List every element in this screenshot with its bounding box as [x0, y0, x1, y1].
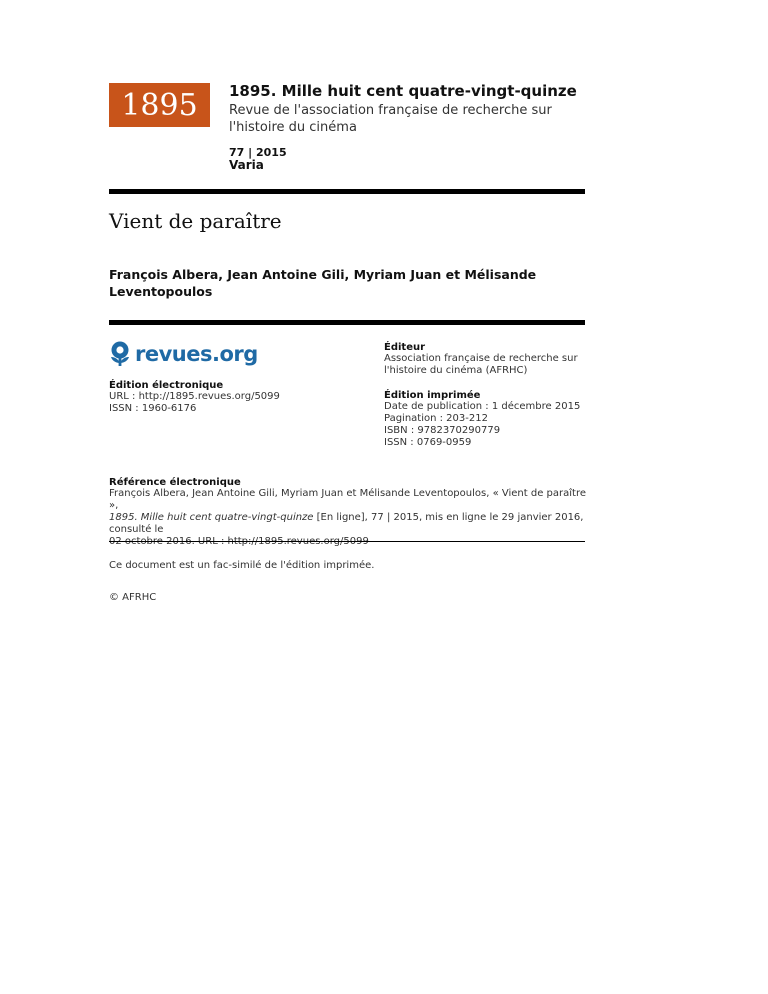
edition-electronique-block [109, 380, 280, 415]
reference-line-2 [109, 512, 589, 536]
pagination: Pagination : 203-212 [384, 413, 488, 424]
facsimile-note: Ce document est un fac-similé de l'édition imprimée. [109, 560, 375, 571]
editeur-block [384, 342, 578, 377]
editeur-line-1: Association française de recherche sur [384, 353, 578, 364]
isbn: ISBN : 9782370290779 [384, 425, 501, 436]
edition-electronique-url[interactable]: URL : http://1895.revues.org/5099 [109, 391, 280, 402]
section-name: Varia [229, 158, 264, 172]
journal-title: 1895. Mille huit cent quatre-vingt-quinze [229, 82, 577, 100]
reference-line-3 [109, 536, 589, 548]
reference-line-1: François Albera, Jean Antoine Gili, Myriam Juan et Mélisande Leventopoulos, « Vient de paraître », [109, 488, 586, 511]
reference-journal-italic: 1895. Mille huit cent quatre-vingt-quinze [109, 512, 314, 523]
revues-flower-icon [109, 341, 131, 367]
edition-imprimee-heading: Édition imprimée [384, 390, 481, 401]
divider-bottom [109, 541, 585, 542]
issue-number: 77 | 2015 [229, 146, 287, 159]
article-authors: François Albera, Jean Antoine Gili, Myriam Juan et Mélisande Leventopoulos [109, 267, 537, 299]
print-issn: ISSN : 0769-0959 [384, 437, 472, 448]
journal-subtitle: Revue de l'association française de recherche sur l'histoire du cinéma [229, 103, 552, 135]
journal-logo-text: 1895 [121, 88, 198, 123]
divider-middle [109, 320, 585, 325]
reference-block [109, 477, 589, 548]
edition-electronique-heading: Édition électronique [109, 380, 224, 391]
edition-electronique-issn: ISSN : 1960-6176 [109, 403, 197, 414]
reference-heading: Référence électronique [109, 477, 241, 488]
publication-date: Date de publication : 1 décembre 2015 [384, 401, 581, 412]
article-title: Vient de paraître [109, 209, 282, 233]
copyright: © AFRHC [109, 592, 157, 603]
edition-imprimee-block [384, 390, 580, 449]
editeur-line-2: l'histoire du cinéma (AFRHC) [384, 365, 528, 376]
journal-logo [109, 83, 210, 127]
divider-top [109, 189, 585, 194]
revues-org-logo[interactable] [109, 341, 258, 367]
reference-line-2-rest: [En ligne], 77 | 2015, mis en ligne le 29 janvier 2016, consulté le [109, 512, 584, 535]
revues-org-wordmark: revues.org [135, 342, 258, 366]
editeur-heading: Éditeur [384, 342, 426, 353]
